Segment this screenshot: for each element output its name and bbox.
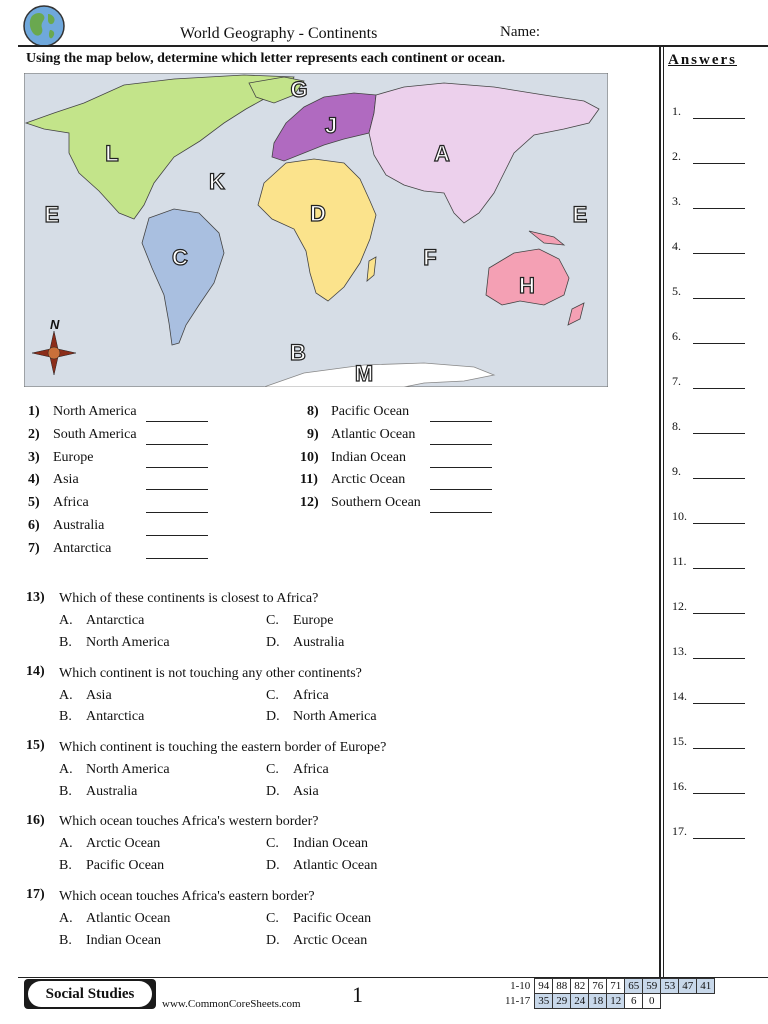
map-label-c: C bbox=[172, 245, 188, 270]
answer-blank[interactable] bbox=[693, 793, 745, 794]
answer-blank[interactable] bbox=[693, 748, 745, 749]
map-label-f: F bbox=[423, 245, 437, 270]
score-cell: 47 bbox=[679, 979, 697, 994]
matching-text: Arctic Ocean bbox=[331, 472, 406, 487]
option-c[interactable]: Africa bbox=[293, 762, 329, 777]
name-label: Name: bbox=[500, 24, 540, 40]
score-row-label: 1-10 bbox=[510, 980, 531, 992]
answer-number: 2. bbox=[672, 149, 681, 163]
answer-number: 5. bbox=[672, 284, 681, 298]
question-number: 17) bbox=[26, 887, 45, 902]
score-cell: 88 bbox=[553, 979, 571, 994]
map-label-j: J bbox=[324, 113, 338, 138]
option-letter: B. bbox=[59, 858, 72, 873]
matching-text: Asia bbox=[53, 472, 79, 487]
matching-blank[interactable] bbox=[146, 512, 208, 513]
option-letter: A. bbox=[59, 836, 73, 851]
answer-number: 13. bbox=[672, 644, 687, 658]
option-c[interactable]: Indian Ocean bbox=[293, 836, 369, 851]
answer-number: 7. bbox=[672, 374, 681, 388]
answer-blank[interactable] bbox=[693, 478, 745, 479]
answer-number: 15. bbox=[672, 734, 687, 748]
option-letter: A. bbox=[59, 911, 73, 926]
map-label-l: L bbox=[105, 141, 119, 166]
matching-blank[interactable] bbox=[146, 421, 208, 422]
option-c[interactable]: Pacific Ocean bbox=[293, 911, 372, 926]
globe-logo-icon bbox=[22, 4, 66, 48]
score-row-label: 11-17 bbox=[505, 995, 531, 1007]
page-number: 1 bbox=[352, 982, 363, 1007]
answer-blank[interactable] bbox=[693, 163, 745, 164]
question-number: 15) bbox=[26, 738, 45, 753]
matching-text: Antarctica bbox=[53, 541, 112, 556]
answer-number: 6. bbox=[672, 329, 681, 343]
matching-text: Indian Ocean bbox=[331, 450, 407, 465]
map-label-d: D bbox=[310, 201, 326, 226]
option-letter: C. bbox=[266, 836, 279, 851]
map-label-h: H bbox=[519, 273, 535, 298]
matching-item: 4) bbox=[28, 472, 40, 487]
matching-item: 1) bbox=[28, 404, 40, 419]
score-cell: 65 bbox=[625, 979, 643, 994]
option-letter: B. bbox=[59, 635, 72, 650]
map-label-b: B bbox=[290, 340, 306, 365]
option-b[interactable]: North America bbox=[86, 635, 170, 650]
matching-blank[interactable] bbox=[430, 467, 492, 468]
question-text: Which continent is not touching any other continents? bbox=[59, 666, 362, 681]
option-d[interactable]: Atlantic Ocean bbox=[293, 858, 378, 873]
answer-blank[interactable] bbox=[693, 343, 745, 344]
answer-number: 4. bbox=[672, 239, 681, 253]
answer-number: 3. bbox=[672, 194, 681, 208]
score-cell: 12 bbox=[607, 994, 625, 1009]
matching-text: Australia bbox=[53, 518, 105, 533]
option-d[interactable]: Australia bbox=[293, 635, 345, 650]
footer-url[interactable]: www.CommonCoreSheets.com bbox=[162, 998, 301, 1010]
option-d[interactable]: North America bbox=[293, 709, 377, 724]
score-cell: 29 bbox=[553, 994, 571, 1009]
answer-blank[interactable] bbox=[693, 703, 745, 704]
question-text: Which of these continents is closest to Africa? bbox=[59, 591, 319, 606]
option-letter: A. bbox=[59, 762, 73, 777]
option-c[interactable]: Africa bbox=[293, 688, 329, 703]
option-b[interactable]: Antarctica bbox=[86, 709, 145, 724]
score-cell: 59 bbox=[643, 979, 661, 994]
matching-text: South America bbox=[53, 427, 137, 442]
option-letter: A. bbox=[59, 613, 73, 628]
option-letter: C. bbox=[266, 762, 279, 777]
answer-number: 1. bbox=[672, 104, 681, 118]
matching-item: 7) bbox=[28, 541, 40, 556]
option-a[interactable]: Antarctica bbox=[86, 613, 145, 628]
matching-blank[interactable] bbox=[146, 467, 208, 468]
option-letter: D. bbox=[266, 858, 280, 873]
question-number: 14) bbox=[26, 664, 45, 679]
answer-blank[interactable] bbox=[693, 388, 745, 389]
score-table bbox=[502, 978, 715, 1009]
matching-item: 9) bbox=[307, 427, 319, 442]
score-cell: 0 bbox=[643, 994, 661, 1009]
question-number: 13) bbox=[26, 590, 45, 605]
option-a[interactable]: Asia bbox=[86, 688, 112, 703]
world-map bbox=[24, 73, 608, 387]
matching-blank[interactable] bbox=[430, 512, 492, 513]
question-text: Which ocean touches Africa's eastern border? bbox=[59, 889, 315, 904]
option-d[interactable]: Arctic Ocean bbox=[293, 933, 368, 948]
matching-text: Atlantic Ocean bbox=[331, 427, 416, 442]
option-letter: B. bbox=[59, 933, 72, 948]
matching-blank[interactable] bbox=[146, 444, 208, 445]
option-letter: B. bbox=[59, 784, 72, 799]
matching-blank[interactable] bbox=[146, 489, 208, 490]
option-letter: D. bbox=[266, 784, 280, 799]
answer-number: 14. bbox=[672, 689, 687, 703]
option-b[interactable]: Pacific Ocean bbox=[86, 858, 165, 873]
matching-item: 8) bbox=[307, 404, 319, 419]
option-a[interactable]: Atlantic Ocean bbox=[86, 911, 171, 926]
answer-blank[interactable] bbox=[693, 433, 745, 434]
matching-blank[interactable] bbox=[430, 421, 492, 422]
answers-divider-inner bbox=[663, 45, 664, 980]
answers-divider bbox=[659, 45, 661, 980]
option-letter: D. bbox=[266, 709, 280, 724]
option-letter: B. bbox=[59, 709, 72, 724]
map-label-g: G bbox=[290, 77, 308, 102]
answer-number: 8. bbox=[672, 419, 681, 433]
matching-blank[interactable] bbox=[430, 489, 492, 490]
option-letter: A. bbox=[59, 688, 73, 703]
score-cell: 94 bbox=[535, 979, 553, 994]
matching-item: 3) bbox=[28, 450, 40, 465]
answer-blank[interactable] bbox=[693, 298, 745, 299]
matching-text: Pacific Ocean bbox=[331, 404, 410, 419]
matching-item: 6) bbox=[28, 518, 40, 533]
answer-blank[interactable] bbox=[693, 658, 745, 659]
matching-item: 5) bbox=[28, 495, 40, 510]
score-cell: 76 bbox=[589, 979, 607, 994]
answer-number: 16. bbox=[672, 779, 687, 793]
matching-item: 12) bbox=[300, 495, 319, 510]
option-letter: D. bbox=[266, 635, 280, 650]
score-cell: 53 bbox=[661, 979, 679, 994]
map-label-k: K bbox=[209, 169, 225, 194]
answer-number: 9. bbox=[672, 464, 681, 478]
score-cell: 82 bbox=[571, 979, 589, 994]
question-text: Which ocean touches Africa's western border? bbox=[59, 814, 319, 829]
map-label-m: M bbox=[354, 361, 374, 386]
option-b[interactable]: Indian Ocean bbox=[86, 933, 162, 948]
answer-number: 10. bbox=[672, 509, 687, 523]
question-text: Which continent is touching the eastern border of Europe? bbox=[59, 740, 387, 755]
matching-blank[interactable] bbox=[146, 535, 208, 536]
option-letter: C. bbox=[266, 911, 279, 926]
option-letter: D. bbox=[266, 933, 280, 948]
matching-text: Africa bbox=[53, 495, 89, 510]
answer-number: 11. bbox=[672, 554, 687, 568]
page-title: World Geography - Continents bbox=[180, 25, 378, 42]
matching-item: 10) bbox=[300, 450, 319, 465]
map-label-e-west: E bbox=[44, 202, 60, 227]
answer-blank[interactable] bbox=[693, 208, 745, 209]
answer-blank[interactable] bbox=[693, 523, 745, 524]
answer-number: 12. bbox=[672, 599, 687, 613]
option-a[interactable]: North America bbox=[86, 762, 170, 777]
option-b[interactable]: Australia bbox=[86, 784, 138, 799]
map-label-e-east: E bbox=[572, 202, 588, 227]
answers-heading: Answers bbox=[668, 52, 737, 68]
score-cell: 41 bbox=[697, 979, 715, 994]
map-label-a: A bbox=[434, 141, 450, 166]
matching-text: Europe bbox=[53, 450, 94, 465]
score-cell: 18 bbox=[589, 994, 607, 1009]
header-divider bbox=[18, 45, 768, 47]
matching-text: North America bbox=[53, 404, 137, 419]
score-row bbox=[502, 979, 715, 994]
option-c[interactable]: Europe bbox=[293, 613, 334, 628]
compass-north-label: N bbox=[50, 317, 60, 332]
answer-blank[interactable] bbox=[693, 253, 745, 254]
matching-item: 11) bbox=[300, 472, 318, 487]
option-a[interactable]: Arctic Ocean bbox=[86, 836, 161, 851]
answer-blank[interactable] bbox=[693, 118, 745, 119]
matching-item: 2) bbox=[28, 427, 40, 442]
option-d[interactable]: Asia bbox=[293, 784, 319, 799]
option-letter: C. bbox=[266, 613, 279, 628]
answer-blank[interactable] bbox=[693, 838, 745, 839]
instructions: Using the map below, determine which letter represents each continent or ocean. bbox=[26, 51, 506, 66]
score-cell: 71 bbox=[607, 979, 625, 994]
matching-text: Southern Ocean bbox=[331, 495, 421, 510]
answer-blank[interactable] bbox=[693, 613, 745, 614]
matching-blank[interactable] bbox=[146, 558, 208, 559]
matching-blank[interactable] bbox=[430, 444, 492, 445]
question-number: 16) bbox=[26, 813, 45, 828]
answer-blank[interactable] bbox=[693, 568, 745, 569]
score-cell: 35 bbox=[535, 994, 553, 1009]
score-row bbox=[502, 994, 715, 1009]
answer-number: 17. bbox=[672, 824, 687, 838]
option-letter: C. bbox=[266, 688, 279, 703]
score-cell: 6 bbox=[625, 994, 643, 1009]
subject-badge: Social Studies bbox=[28, 981, 152, 1007]
score-cell: 24 bbox=[571, 994, 589, 1009]
